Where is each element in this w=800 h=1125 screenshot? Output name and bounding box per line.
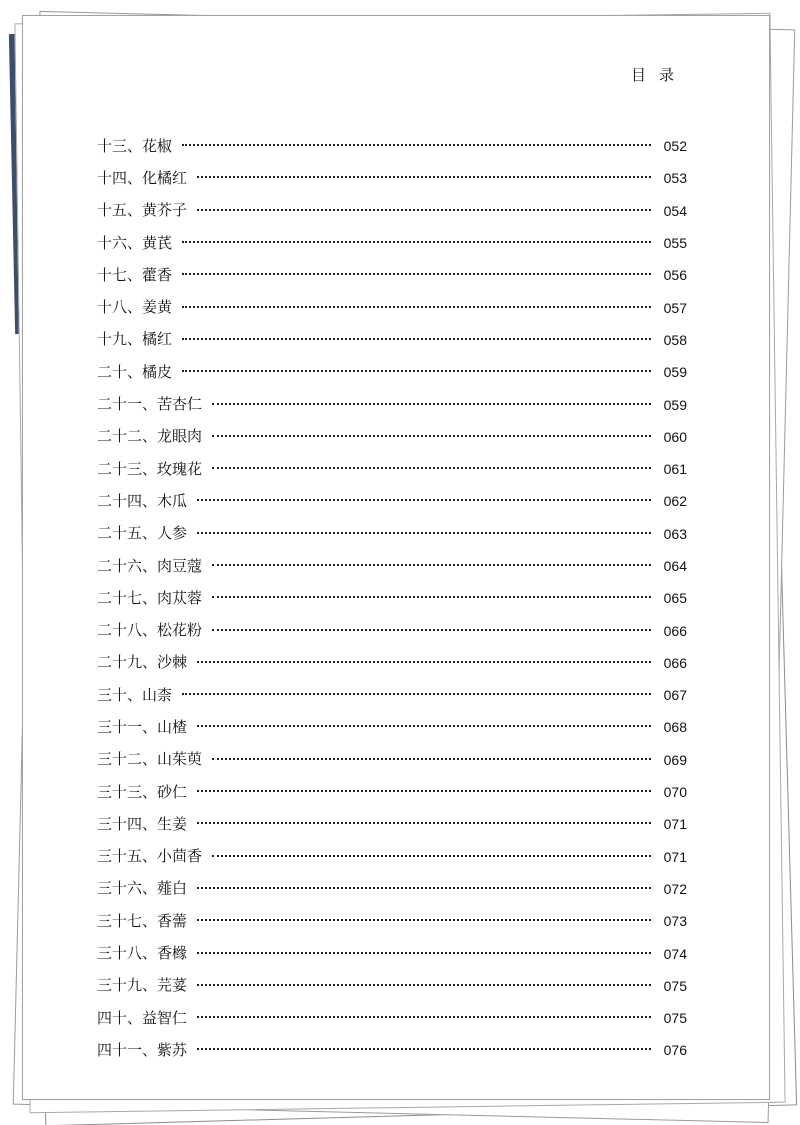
dot-leader [212, 435, 651, 437]
toc-item-title: 四十、益智仁 [97, 1008, 188, 1027]
toc-item-title: 二十二、龙眼肉 [97, 427, 203, 446]
toc-page-number: 059 [663, 364, 687, 381]
toc-item[interactable] [97, 485, 687, 517]
toc-item-title: 十六、黄芪 [97, 233, 173, 252]
toc-item-title: 二十四、木瓜 [97, 491, 188, 510]
toc-item-title: 二十七、肉苁蓉 [97, 588, 203, 607]
table-of-contents-page [22, 15, 770, 1100]
toc-item-title: 十八、姜黄 [97, 298, 173, 317]
toc-item[interactable] [97, 356, 687, 388]
toc-page-number: 057 [663, 299, 687, 316]
toc-item-title: 三十八、香橼 [97, 944, 188, 963]
toc-item[interactable] [97, 421, 687, 453]
dot-leader [197, 822, 651, 824]
toc-page-number: 076 [663, 1042, 687, 1059]
toc-item[interactable] [97, 227, 687, 259]
dot-leader [182, 306, 651, 308]
toc-item[interactable] [97, 905, 687, 937]
toc-item[interactable] [97, 970, 687, 1002]
toc-page-number: 053 [663, 170, 687, 187]
dot-leader [182, 273, 651, 275]
dot-leader [182, 370, 651, 372]
toc-page-number: 066 [663, 622, 687, 639]
dot-leader [197, 1048, 651, 1050]
toc-item[interactable] [97, 647, 687, 679]
toc-item-title: 十九、橘红 [97, 330, 173, 349]
toc-item[interactable] [97, 841, 687, 873]
toc-item-title: 十七、藿香 [97, 265, 173, 284]
toc-item[interactable] [97, 130, 687, 162]
dot-leader [197, 1016, 651, 1018]
toc-item-title: 二十三、玫瑰花 [97, 459, 203, 478]
dot-leader [212, 467, 651, 469]
toc-item-title: 二十六、肉豆蔻 [97, 556, 203, 575]
toc-item[interactable] [97, 550, 687, 582]
toc-item[interactable] [97, 937, 687, 969]
dot-leader [197, 919, 651, 921]
toc-item[interactable] [97, 518, 687, 550]
toc-list [97, 130, 687, 1067]
toc-item[interactable] [97, 324, 687, 356]
toc-item-title: 二十一、苦杏仁 [97, 395, 203, 414]
toc-item[interactable] [97, 388, 687, 420]
toc-item[interactable] [97, 259, 687, 291]
toc-page-number: 056 [663, 267, 687, 284]
toc-page-number: 073 [663, 913, 687, 930]
toc-item-title: 四十一、紫苏 [97, 1040, 188, 1059]
dot-leader [212, 855, 651, 857]
toc-page-number: 075 [663, 977, 687, 994]
toc-item[interactable] [97, 582, 687, 614]
toc-item-title: 二十、橘皮 [97, 362, 173, 381]
toc-page-number: 054 [663, 202, 687, 219]
toc-item-title: 三十三、砂仁 [97, 782, 188, 801]
dot-leader [212, 629, 651, 631]
dot-leader [197, 209, 651, 211]
toc-page-number: 063 [663, 525, 687, 542]
toc-item[interactable] [97, 614, 687, 646]
toc-page-number: 066 [663, 654, 687, 671]
toc-page-number: 058 [663, 331, 687, 348]
dot-leader [182, 241, 651, 243]
toc-page-number: 061 [663, 461, 687, 478]
dot-leader [197, 661, 651, 663]
dot-leader [212, 758, 651, 760]
dot-leader [182, 693, 651, 695]
toc-item[interactable] [97, 291, 687, 323]
toc-item[interactable] [97, 744, 687, 776]
toc-item-title: 三十九、芫荽 [97, 976, 188, 995]
toc-item[interactable] [97, 195, 687, 227]
toc-page-number: 055 [663, 235, 687, 252]
toc-page-number: 059 [663, 396, 687, 413]
toc-page-number: 069 [663, 751, 687, 768]
toc-page-number: 062 [663, 493, 687, 510]
toc-item-title: 三十七、香薷 [97, 911, 188, 930]
dot-leader [197, 532, 651, 534]
toc-item-title: 二十八、松花粉 [97, 621, 203, 640]
toc-item-title: 十五、黄芥子 [97, 201, 188, 220]
toc-item[interactable] [97, 711, 687, 743]
dot-leader [212, 564, 651, 566]
dot-leader [197, 984, 651, 986]
toc-item-title: 三十一、山楂 [97, 717, 188, 736]
dot-leader [197, 790, 651, 792]
dot-leader [197, 176, 651, 178]
toc-page-number: 070 [663, 784, 687, 801]
toc-item-title: 二十五、人参 [97, 524, 188, 543]
dot-leader [197, 725, 651, 727]
toc-item[interactable] [97, 1034, 687, 1066]
toc-item[interactable] [97, 679, 687, 711]
dot-leader [212, 596, 651, 598]
dot-leader [182, 144, 651, 146]
toc-item[interactable] [97, 1002, 687, 1034]
toc-page-number: 074 [663, 945, 687, 962]
toc-page-number: 067 [663, 687, 687, 704]
toc-page-number: 075 [663, 1010, 687, 1027]
toc-item[interactable] [97, 162, 687, 194]
toc-page-number: 052 [663, 138, 687, 155]
toc-item-title: 二十九、沙棘 [97, 653, 188, 672]
toc-item-title: 十三、花椒 [97, 136, 173, 155]
toc-page-number: 071 [663, 816, 687, 833]
toc-item-title: 三十五、小茴香 [97, 847, 203, 866]
toc-item[interactable] [97, 808, 687, 840]
dot-leader [197, 499, 651, 501]
dot-leader [182, 338, 651, 340]
toc-item-title: 三十、山柰 [97, 685, 173, 704]
running-header: 目录 [630, 66, 687, 84]
toc-page-number: 064 [663, 558, 687, 574]
toc-page-number: 065 [663, 590, 687, 607]
toc-page-number: 060 [663, 428, 687, 445]
toc-page-number: 068 [663, 719, 687, 736]
dot-leader [197, 952, 651, 954]
toc-item[interactable] [97, 776, 687, 808]
dot-leader [212, 403, 651, 405]
toc-item[interactable] [97, 873, 687, 905]
toc-item[interactable] [97, 453, 687, 485]
dot-leader [197, 887, 651, 889]
toc-item-title: 十四、化橘红 [97, 168, 188, 187]
toc-item-title: 三十二、山茱萸 [97, 750, 203, 769]
toc-page-number: 071 [663, 848, 687, 865]
toc-item-title: 三十四、生姜 [97, 814, 188, 833]
toc-item-title: 三十六、薤白 [97, 879, 188, 898]
toc-page-number: 072 [663, 880, 687, 897]
